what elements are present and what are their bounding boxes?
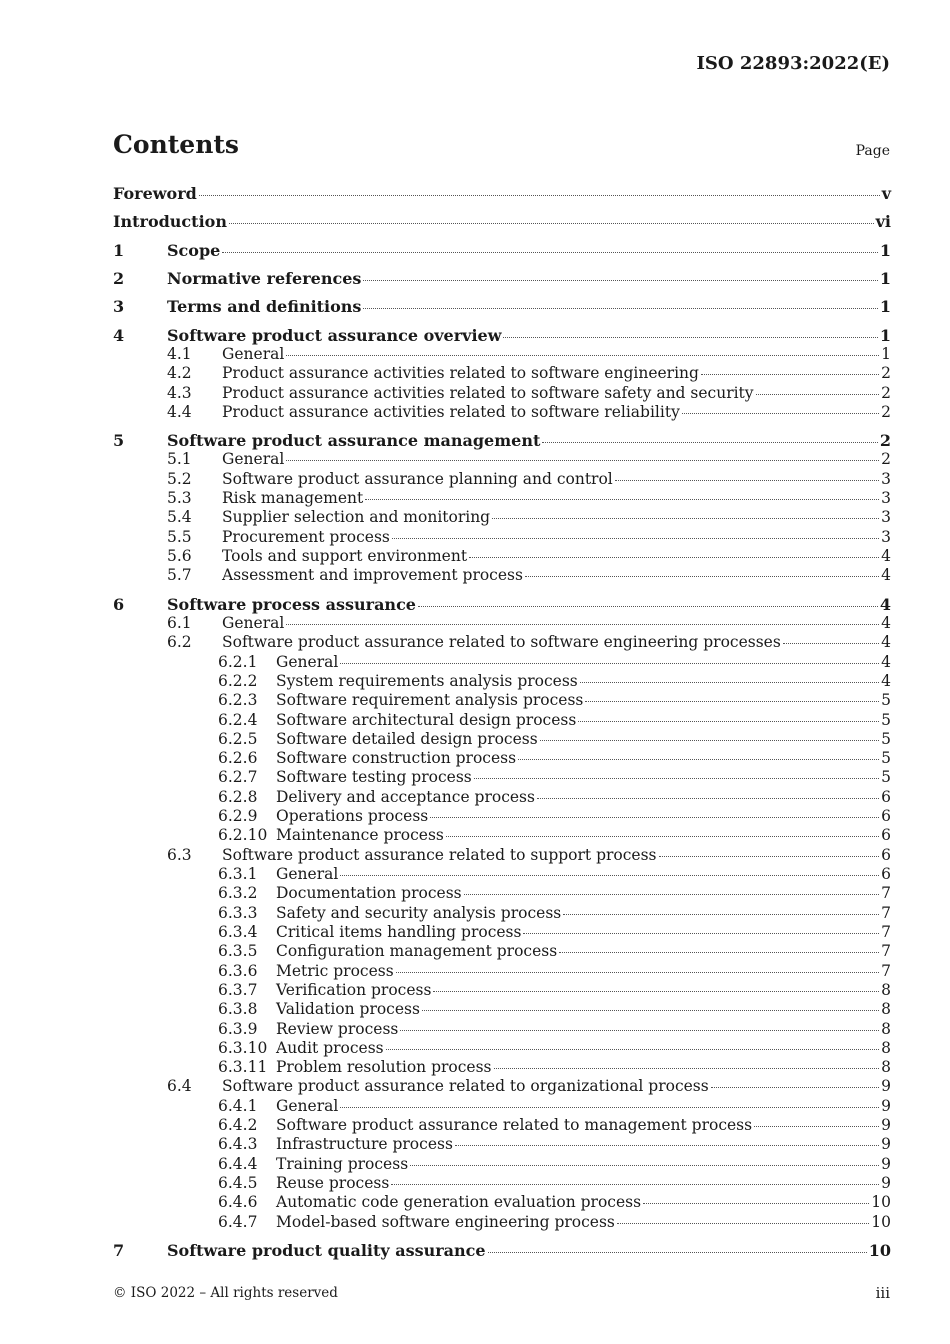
toc-entry-number: 4.1 [167, 344, 192, 363]
toc-entry[interactable] [113, 384, 891, 403]
toc-entry-number: 6.4.6 [218, 1193, 258, 1212]
toc-entry-title[interactable]: Review process [276, 1019, 399, 1038]
toc-entry-title[interactable]: Software product assurance related to support process [222, 845, 657, 864]
toc-entry[interactable] [113, 1193, 891, 1212]
toc-entry-page: 2 [881, 383, 891, 402]
toc-entry-number: 6.4.1 [218, 1096, 258, 1115]
toc-entry-number: 6.3.3 [218, 903, 258, 922]
toc-entry-page: 2 [881, 364, 891, 383]
toc-entry-title[interactable]: Documentation process [276, 884, 462, 903]
toc-entry-title[interactable]: Assessment and improvement process [222, 566, 523, 585]
toc-entry-page: 6 [881, 787, 891, 806]
toc-entry[interactable] [113, 212, 891, 231]
toc-entry-page: 5 [881, 729, 891, 748]
toc-entry-number: 6.2.1 [218, 652, 258, 671]
toc-entry-page: 4 [881, 547, 891, 565]
toc-entry[interactable] [113, 653, 891, 672]
toc-entry-page: 8 [881, 980, 891, 999]
toc-entry-title[interactable]: Software detailed design process [276, 729, 538, 748]
toc-entry-title[interactable]: Audit process [276, 1038, 384, 1057]
toc-entry[interactable] [113, 633, 891, 652]
toc-entry[interactable] [113, 865, 891, 884]
toc-dot-leader [659, 855, 880, 857]
toc-dot-leader [643, 1202, 869, 1204]
toc-entry-title[interactable]: Model-based software engineering process [276, 1212, 615, 1231]
toc-dot-leader [392, 537, 879, 539]
toc-entry-number: 6.3.2 [218, 884, 258, 903]
toc-entry-title[interactable]: Tools and support environment [222, 547, 468, 565]
toc-entry-page: v [881, 184, 891, 203]
toc-entry-page: 7 [881, 884, 891, 903]
toc-entry-page: 10 [871, 1193, 891, 1212]
toc-entry-number: 6.3.1 [218, 865, 258, 883]
standard-id-header: ISO 22893:2022(E) [696, 53, 890, 74]
toc-dot-leader [469, 556, 879, 558]
toc-entry[interactable] [113, 768, 891, 787]
toc-dot-leader [222, 251, 878, 253]
toc-entry-title[interactable]: Supplier selection and monitoring [222, 508, 491, 527]
toc-entry-title[interactable]: Operations process [276, 807, 429, 826]
toc-entry-number: 7 [113, 1240, 125, 1260]
toc-entry[interactable] [113, 942, 891, 961]
toc-dot-leader [518, 758, 879, 760]
toc-dot-leader [229, 222, 874, 224]
toc-dot-leader [537, 797, 879, 799]
toc-entry-title[interactable]: Terms and definitions [167, 297, 362, 317]
toc-entry-number: 6.2.6 [218, 749, 258, 768]
toc-entry[interactable] [113, 1155, 891, 1174]
toc-entry-page: 5 [881, 768, 891, 787]
toc-entry[interactable] [113, 241, 891, 260]
toc-entry[interactable] [113, 1020, 891, 1039]
toc-dot-leader [563, 913, 879, 915]
toc-entry-page: 9 [881, 1096, 891, 1115]
toc-entry[interactable] [113, 749, 891, 768]
toc-entry[interactable] [113, 1000, 891, 1019]
toc-dot-leader [585, 700, 879, 702]
toc-dot-leader [559, 951, 879, 953]
toc-entry-title[interactable]: Software product assurance overview [167, 325, 502, 345]
toc-entry-title[interactable]: Software product quality assurance [167, 1240, 486, 1260]
toc-entry-number: 6.2.10 [218, 826, 268, 845]
toc-entry[interactable] [113, 326, 891, 345]
toc-entry[interactable] [113, 1039, 891, 1058]
toc-entry-number: 6.3 [167, 845, 192, 864]
toc-entry-page: 9 [881, 1077, 891, 1096]
toc-entry-title[interactable]: Configuration management process [276, 942, 558, 961]
toc-entry[interactable] [113, 547, 891, 566]
toc-entry-title[interactable]: Safety and security analysis process [276, 903, 562, 922]
toc-entry[interactable] [113, 508, 891, 527]
toc-entry-number: 6 [113, 594, 125, 614]
toc-dot-leader [286, 354, 879, 356]
contents-title: Contents [113, 130, 240, 159]
toc-dot-leader [525, 575, 879, 577]
toc-entry-title[interactable]: General [276, 865, 339, 883]
toc-entry[interactable] [113, 269, 891, 288]
toc-dot-leader [391, 1183, 879, 1185]
toc-entry[interactable] [113, 364, 891, 383]
toc-entry-title[interactable]: Validation process [276, 1000, 420, 1019]
toc-entry[interactable] [113, 672, 891, 691]
toc-entry-page: 7 [881, 922, 891, 941]
toc-entry-page: 7 [881, 942, 891, 961]
toc-entry-number: 5.5 [167, 527, 192, 546]
footer-page-number: iii [875, 1284, 890, 1302]
toc-entry[interactable] [113, 470, 891, 489]
toc-entry-number: 5.3 [167, 489, 192, 508]
toc-entry-page: 3 [881, 508, 891, 527]
toc-entry-number: 5.2 [167, 469, 192, 488]
toc-entry-number: 6.4.7 [218, 1212, 258, 1231]
toc-entry-number: 6.2 [167, 633, 192, 652]
toc-entry-page: 2 [879, 431, 891, 451]
toc-entry-page: 4 [881, 613, 891, 632]
toc-entry-title[interactable]: Software product assurance related to management process [276, 1116, 753, 1135]
toc-dot-leader [433, 990, 879, 992]
toc-dot-leader [340, 874, 879, 876]
toc-entry[interactable] [113, 730, 891, 749]
toc-entry-page: 6 [881, 845, 891, 864]
toc-entry-title[interactable]: Training process [276, 1154, 409, 1173]
toc-entry-number: 3 [113, 297, 125, 317]
toc-dot-leader [488, 1251, 867, 1253]
toc-dot-leader [386, 1048, 879, 1050]
toc-entry-number: 6.4.5 [218, 1174, 258, 1192]
toc-entry-page: 8 [881, 1058, 891, 1077]
toc-entry-title[interactable]: General [276, 1096, 339, 1115]
toc-entry[interactable] [113, 403, 891, 422]
toc-entry[interactable] [113, 528, 891, 547]
toc-entry-number: 6.2.9 [218, 807, 258, 826]
table-of-contents [113, 184, 891, 1260]
toc-dot-leader [682, 412, 879, 414]
toc-entry-number: 6.4.3 [218, 1135, 258, 1154]
toc-dot-leader [396, 971, 879, 973]
toc-entry-title[interactable]: Introduction [113, 212, 227, 232]
toc-entry[interactable] [113, 1174, 891, 1193]
toc-entry-number: 6.2.4 [218, 710, 258, 729]
toc-entry-title[interactable]: Product assurance activities related to software reliability [222, 402, 680, 421]
toc-dot-leader [418, 605, 878, 607]
toc-entry-page: 8 [881, 1019, 891, 1038]
toc-entry-number: 6.4.4 [218, 1154, 258, 1173]
toc-entry[interactable] [113, 297, 891, 316]
toc-entry-number: 5.6 [167, 547, 192, 565]
toc-entry[interactable] [113, 981, 891, 1000]
toc-dot-leader [446, 835, 879, 837]
toc-entry[interactable] [113, 807, 891, 826]
toc-entry-title[interactable]: Foreword [113, 184, 197, 203]
toc-dot-leader [400, 1029, 879, 1031]
toc-entry-title[interactable]: Product assurance activities related to software engineering [222, 364, 699, 383]
toc-entry-number: 4 [113, 325, 125, 345]
toc-entry-number: 2 [113, 268, 125, 288]
toc-entry-number: 5.4 [167, 508, 192, 527]
toc-entry[interactable] [113, 1058, 891, 1077]
toc-entry-number: 5.7 [167, 566, 192, 585]
toc-entry-page: 3 [881, 489, 891, 508]
toc-dot-leader [340, 662, 879, 664]
toc-dot-leader [542, 441, 877, 443]
toc-entry[interactable] [113, 566, 891, 585]
toc-entry-number: 5.1 [167, 450, 192, 469]
toc-entry-title[interactable]: Software product assurance related to software engineering processes [222, 633, 781, 652]
toc-entry-page: 5 [881, 691, 891, 710]
toc-entry-title[interactable]: General [222, 613, 285, 632]
toc-entry-number: 4.2 [167, 364, 192, 383]
toc-entry-page: 1 [881, 344, 891, 363]
toc-entry-title[interactable]: Critical items handling process [276, 922, 522, 941]
toc-entry-page: 4 [881, 652, 891, 671]
toc-entry-title[interactable]: Software product assurance management [167, 431, 541, 451]
toc-dot-leader [540, 739, 879, 741]
toc-entry[interactable] [113, 846, 891, 865]
toc-dot-leader [580, 681, 879, 683]
toc-entry-page: 9 [881, 1135, 891, 1154]
toc-entry-title[interactable]: Software architectural design process [276, 710, 577, 729]
toc-entry-title[interactable]: Verification process [276, 980, 432, 999]
toc-dot-leader [286, 623, 879, 625]
toc-entry-title[interactable]: Software construction process [276, 749, 517, 768]
toc-dot-leader [340, 1106, 879, 1108]
toc-entry[interactable] [113, 711, 891, 730]
toc-entry-title[interactable]: Reuse process [276, 1174, 390, 1192]
toc-entry-page: 6 [881, 865, 891, 883]
toc-entry-number: 6.3.9 [218, 1019, 258, 1038]
toc-entry-number: 4.3 [167, 383, 192, 402]
toc-entry-title[interactable]: System requirements analysis process [276, 671, 578, 690]
toc-entry-number: 6.4 [167, 1077, 192, 1096]
toc-entry-number: 6.3.6 [218, 961, 258, 980]
toc-entry-title[interactable]: Software testing process [276, 768, 472, 787]
toc-entry-title[interactable]: Product assurance activities related to software safety and security [222, 383, 754, 402]
toc-dot-leader [701, 373, 879, 375]
toc-entry-number: 6.3.8 [218, 1000, 258, 1019]
toc-entry-page: 7 [881, 903, 891, 922]
toc-entry-number: 6.3.5 [218, 942, 258, 961]
toc-entry-page: 1 [879, 297, 891, 317]
toc-entry-page: 8 [881, 1038, 891, 1057]
toc-dot-leader [523, 932, 879, 934]
toc-entry[interactable] [113, 962, 891, 981]
toc-dot-leader [363, 307, 877, 309]
toc-dot-leader [199, 194, 880, 196]
toc-entry-number: 6.2.8 [218, 787, 258, 806]
toc-entry[interactable] [113, 1097, 891, 1116]
toc-entry[interactable] [113, 1077, 891, 1096]
toc-entry-number: 6.3.10 [218, 1038, 268, 1057]
toc-dot-leader [615, 479, 879, 481]
toc-entry-title[interactable]: Software requirement analysis process [276, 691, 584, 710]
toc-entry-page: 1 [879, 325, 891, 345]
toc-entry-page: 10 [868, 1240, 891, 1260]
toc-entry-number: 6.2.2 [218, 671, 258, 690]
toc-dot-leader [711, 1086, 879, 1088]
toc-dot-leader [363, 279, 877, 281]
toc-entry-number: 6.1 [167, 613, 192, 632]
toc-dot-leader [286, 459, 879, 461]
toc-entry-title[interactable]: Normative references [167, 268, 362, 288]
toc-entry-number: 6.2.3 [218, 691, 258, 710]
toc-entry[interactable] [113, 884, 891, 903]
toc-dot-leader [455, 1144, 879, 1146]
toc-entry-page: 5 [881, 749, 891, 768]
toc-entry-page: 4 [881, 633, 891, 652]
toc-dot-leader [578, 720, 879, 722]
toc-entry[interactable] [113, 595, 891, 614]
toc-dot-leader [617, 1222, 869, 1224]
toc-entry-number: 6.4.2 [218, 1116, 258, 1135]
toc-entry[interactable] [113, 1135, 891, 1154]
toc-entry-page: 2 [881, 402, 891, 421]
toc-entry-title[interactable]: General [276, 652, 339, 671]
toc-entry-title[interactable]: Infrastructure process [276, 1135, 453, 1154]
toc-entry-page: 6 [881, 826, 891, 845]
toc-entry-title[interactable]: Maintenance process [276, 826, 444, 845]
toc-entry[interactable] [113, 788, 891, 807]
toc-entry[interactable] [113, 431, 891, 450]
toc-dot-leader [494, 1067, 880, 1069]
toc-entry[interactable] [113, 691, 891, 710]
toc-entry-page: 10 [871, 1212, 891, 1231]
toc-entry-number: 6.2.7 [218, 768, 258, 787]
toc-dot-leader [430, 816, 879, 818]
toc-entry[interactable] [113, 1241, 891, 1260]
toc-entry[interactable] [113, 1213, 891, 1232]
toc-entry-page: 2 [881, 450, 891, 469]
toc-entry-page: vi [875, 212, 891, 232]
toc-entry-page: 3 [881, 469, 891, 488]
toc-entry[interactable] [113, 184, 891, 203]
toc-entry-title[interactable]: General [222, 344, 285, 363]
toc-entry-title[interactable]: Problem resolution process [276, 1058, 492, 1077]
toc-entry-page: 8 [881, 1000, 891, 1019]
toc-entry-number: 1 [113, 240, 125, 260]
toc-entry-page: 4 [879, 594, 891, 614]
footer-copyright: © ISO 2022 – All rights reserved [113, 1285, 338, 1301]
toc-entry[interactable] [113, 614, 891, 633]
toc-entry-title[interactable]: Procurement process [222, 527, 390, 546]
toc-entry-title[interactable]: Scope [167, 240, 221, 260]
toc-entry-page: 6 [881, 807, 891, 826]
toc-entry-title[interactable]: Automatic code generation evaluation process [276, 1193, 642, 1212]
toc-entry-title[interactable]: Software process assurance [167, 594, 416, 614]
toc-dot-leader [474, 777, 879, 779]
toc-entry-page: 5 [881, 710, 891, 729]
toc-entry-title[interactable]: General [222, 450, 285, 469]
toc-dot-leader [754, 1125, 879, 1127]
toc-entry-title[interactable]: Delivery and acceptance process [276, 787, 535, 806]
toc-dot-leader [464, 893, 880, 895]
toc-entry-title[interactable]: Software product assurance related to organizational process [222, 1077, 709, 1096]
toc-entry-number: 4.4 [167, 402, 192, 421]
toc-entry-title[interactable]: Software product assurance planning and control [222, 469, 613, 488]
toc-entry-page: 7 [881, 961, 891, 980]
toc-dot-leader [422, 1009, 879, 1011]
toc-entry-number: 6.3.7 [218, 980, 258, 999]
toc-entry-page: 4 [881, 671, 891, 690]
toc-entry[interactable] [113, 904, 891, 923]
toc-entry-page: 4 [881, 566, 891, 585]
toc-entry[interactable] [113, 345, 891, 364]
toc-entry-title[interactable]: Risk management [222, 489, 364, 508]
toc-entry-title[interactable]: Metric process [276, 961, 394, 980]
toc-entry-page: 1 [879, 240, 891, 260]
toc-dot-leader [503, 336, 877, 338]
toc-entry[interactable] [113, 1116, 891, 1135]
toc-entry-page: 9 [881, 1174, 891, 1192]
toc-entry-number: 6.3.4 [218, 922, 258, 941]
toc-entry-number: 5 [113, 431, 125, 451]
toc-entry[interactable] [113, 826, 891, 845]
toc-entry[interactable] [113, 923, 891, 942]
toc-entry[interactable] [113, 489, 891, 508]
page-column-label: Page [855, 143, 890, 159]
toc-dot-leader [365, 498, 879, 500]
toc-entry-number: 6.3.11 [218, 1058, 268, 1077]
toc-entry-number: 6.2.5 [218, 729, 258, 748]
toc-dot-leader [756, 393, 880, 395]
toc-entry-page: 1 [879, 268, 891, 288]
toc-dot-leader [410, 1164, 879, 1166]
toc-entry-page: 9 [881, 1154, 891, 1173]
toc-dot-leader [783, 642, 879, 644]
toc-entry[interactable] [113, 450, 891, 469]
toc-entry-page: 3 [881, 527, 891, 546]
toc-dot-leader [492, 517, 879, 519]
toc-entry-page: 9 [881, 1116, 891, 1135]
